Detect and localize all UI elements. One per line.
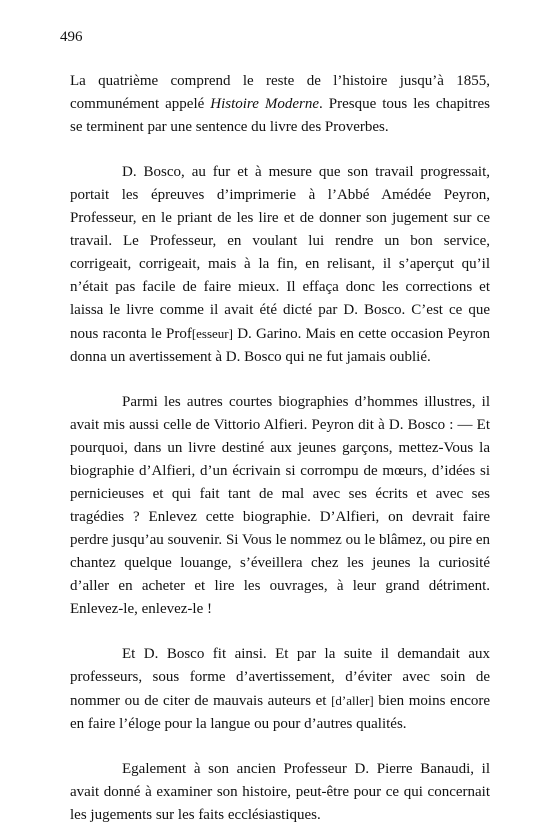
text-segment: Egalement à son ancien Professeur D. Pierre Banaudi, il avait donné à examiner son histoire, peut-être pour ce qui concernait les jugements sur les faits ecclésiastiques.	[70, 761, 490, 823]
paragraph-1	[70, 70, 490, 139]
text-segment: Parmi les autres courtes biographies d’hommes illustres, il avait mis aussi celle de Vittorio Alfieri. Peyron dit à D. Bosco : — Et pourquoi, dans un livre destiné aux jeunes garçons, mettez-Vous la biographie d’Alfieri, d’un écrivain si corrompu de mœurs, d’idées si pernicieuses et qui fait tant de mal avec ses écrits et avec ses tragédies ? Enlevez cette biographie. D’Alfieri, on devrait faire perdre jusqu’au souvenir. Si Vous le nommez ou le blâmez, ou pire en chantez quelque louange, s’éveillera chez les jeunes la curiosité d’aller en acheter et lire les ouvrages, à leur grand détriment. Enlevez-le, enlevez-le !	[70, 394, 490, 617]
text-body	[70, 70, 490, 827]
text-segment: La quatrième comprend le reste de l’histoire jusqu’à 1855, communément appelé	[70, 73, 490, 112]
text-segment: bien moins encore en faire l’éloge pour la langue ou pour d’autres qualités.	[70, 693, 491, 732]
paragraph-3	[70, 391, 490, 621]
paragraph-4	[70, 643, 490, 736]
editorial-insertion: [esseur]	[191, 326, 233, 341]
text-segment: Et D. Bosco fit ainsi. Et par la suite il demandait aux professeurs, sous forme d’avertissement, d’éviter avec soin de nommer ou de citer de mauvais auteurs et	[70, 646, 490, 709]
text-segment-italic: Histoire Moderne	[210, 96, 319, 112]
editorial-insertion: [d’aller]	[331, 693, 374, 708]
page-number: 496	[60, 29, 83, 45]
text-segment: D. Bosco, au fur et à mesure que son travail progressait, portait les épreuves d’imprimerie à l’Abbé Amédée Peyron, Professeur, en le priant de les lire et de donner son jugement sur ce travail. Le Professeur, en voulant lui rendre un bon service, corrigeait, corrigeait, mais à la fin, en relisant, il s’aperçut qu’il n’était pas facile de faire mieux. Il effaça donc les corrections et laissa le livre comme il avait été dicté par D. Bosco. C’est ce que nous raconta le Prof	[70, 164, 490, 342]
text-segment: . Presque tous les chapitres se terminent par une sentence du livre des Proverbes.	[70, 96, 490, 135]
paragraph-2	[70, 161, 490, 369]
text-segment: D. Garino. Mais en cette occasion Peyron donna un avertissement à D. Bosco qui ne fut jamais oublié.	[70, 326, 490, 365]
